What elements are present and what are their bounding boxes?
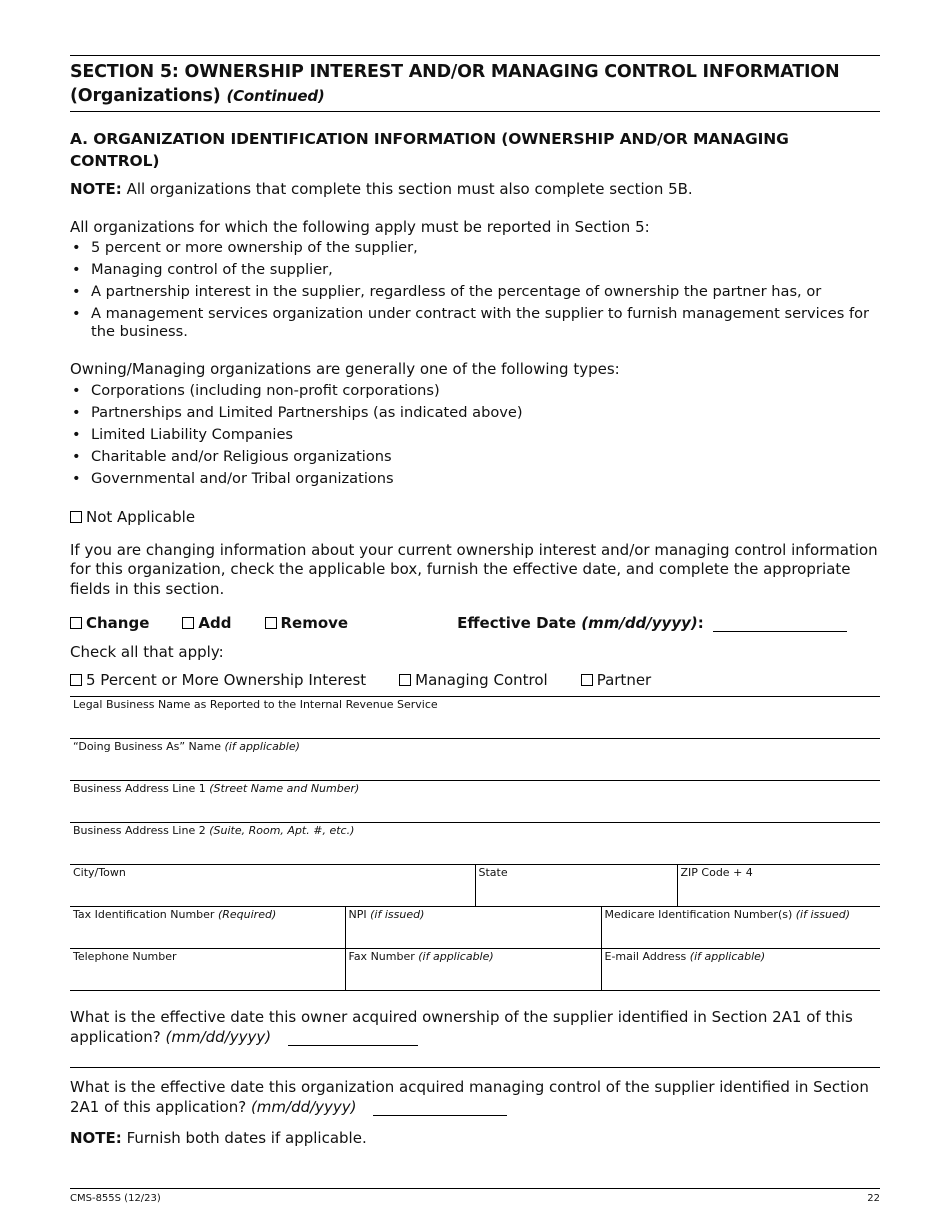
managing-label: Managing Control [415, 671, 548, 689]
zip-label: ZIP Code + 4 [680, 866, 753, 879]
types-intro: Owning/Managing organizations are generally one of the following types: [70, 360, 620, 378]
fax-field[interactable] [345, 949, 601, 991]
add-checkbox[interactable] [182, 617, 194, 629]
state-field[interactable] [475, 865, 677, 907]
list-item: • Limited Liability Companies [70, 426, 880, 444]
ownership-checkbox[interactable] [70, 674, 82, 686]
managing-date-question [70, 1078, 880, 1117]
note-text: All organizations that complete this section must also complete section 5B. [121, 180, 693, 198]
zip-field[interactable] [677, 865, 880, 907]
not-applicable-checkbox[interactable] [70, 511, 82, 523]
dba-note: (if applicable) [224, 740, 300, 753]
form-id: CMS-855S (12/23) [70, 1193, 161, 1204]
telephone-field[interactable] [70, 949, 345, 991]
ownership-type-row [70, 670, 880, 690]
section-title-orgs: (Organizations) [70, 86, 221, 106]
add-option[interactable] [182, 614, 231, 632]
effective-date-label: Effective Date [457, 614, 582, 632]
ownership-date-field[interactable] [288, 1045, 418, 1046]
npi-label: NPI [348, 908, 371, 921]
managing-checkbox[interactable] [399, 674, 411, 686]
section-title-line2 [70, 84, 880, 108]
page-number: 22 [867, 1193, 880, 1204]
address-line1-label: Business Address Line 1 [73, 782, 210, 795]
note-label: NOTE: [70, 180, 122, 198]
section-title [70, 56, 880, 108]
ownership-option[interactable] [70, 671, 366, 689]
ownership-label: 5 Percent or More Ownership Interest [86, 671, 367, 689]
org-info-table [70, 696, 880, 991]
tin-label: Tax Identification Number [73, 908, 218, 921]
not-applicable-option[interactable] [70, 508, 880, 527]
title-bottom-rule [70, 111, 880, 112]
partner-option[interactable] [581, 671, 652, 689]
change-label: Change [86, 614, 150, 632]
form-page [70, 55, 880, 1149]
subsection-a-heading: A. ORGANIZATION IDENTIFICATION INFORMATION (OWNERSHIP AND/OR MANAGING CONTROL) [70, 130, 789, 170]
types-list [70, 382, 880, 488]
effective-date [457, 614, 847, 632]
list-item: • 5 percent or more ownership of the supplier, [70, 239, 880, 257]
legal-name-label: Legal Business Name as Reported to the Internal Revenue Service [73, 698, 438, 711]
list-item: • Corporations (including non-profit corporations) [70, 382, 880, 400]
change-instructions: If you are changing information about your current ownership interest and/or managing control information for this organization, check the applicable box, furnish the effective date, and complete the appropriate fields in this section. [70, 540, 878, 598]
remove-label: Remove [280, 614, 349, 632]
change-option[interactable] [70, 614, 149, 632]
list-item: • Managing control of the supplier, [70, 261, 880, 279]
state-label: State [478, 866, 508, 879]
remove-option[interactable] [265, 614, 349, 632]
question-divider [70, 1067, 880, 1068]
fax-note: (if applicable) [418, 950, 494, 963]
list-item: • A partnership interest in the supplier, regardless of the percentage of ownership the partner has, or [70, 283, 880, 301]
partner-label: Partner [596, 671, 652, 689]
managing-option[interactable] [399, 671, 548, 689]
managing-date-field[interactable] [373, 1115, 507, 1116]
managing-date-question-text: What is the effective date this organization acquired managing control of the supplier identified in Section 2A1 of this application? [70, 1078, 869, 1116]
medicare-id-note: (if issued) [795, 908, 850, 921]
telephone-label: Telephone Number [73, 950, 177, 963]
tin-field[interactable] [70, 907, 345, 949]
final-note-label: NOTE: [70, 1129, 122, 1147]
ownership-date-question-text: What is the effective date this owner acquired ownership of the supplier identified in Section 2A1 of this application? [70, 1008, 853, 1046]
list-item: • A management services organization under contract with the supplier to furnish management services for the business. [70, 305, 880, 341]
legal-name-field[interactable] [70, 697, 880, 739]
address-line1-field[interactable] [70, 781, 880, 823]
medicare-id-label: Medicare Identification Number(s) [604, 908, 796, 921]
medicare-id-field[interactable] [601, 907, 880, 949]
list-item: • Partnerships and Limited Partnerships (as indicated above) [70, 404, 880, 422]
check-all-label: Check all that apply: [70, 643, 224, 661]
email-note: (if applicable) [689, 950, 766, 963]
note-5b [70, 180, 880, 200]
dba-field[interactable] [70, 739, 880, 781]
address-line2-label: Business Address Line 2 [73, 824, 210, 837]
managing-date-format: (mm/dd/yyyy) [250, 1097, 357, 1116]
address-line2-field[interactable] [70, 823, 880, 865]
city-field[interactable] [70, 865, 475, 907]
ownership-date-format: (mm/dd/yyyy) [165, 1027, 272, 1046]
final-note [70, 1129, 880, 1149]
apply-list [70, 239, 880, 341]
not-applicable-label: Not Applicable [86, 507, 196, 526]
address-line2-note: (Suite, Room, Apt. #, etc.) [209, 824, 355, 837]
npi-field[interactable] [345, 907, 601, 949]
partner-checkbox[interactable] [581, 674, 593, 686]
tin-note: (Required) [217, 908, 277, 921]
list-item: • Governmental and/or Tribal organizations [70, 470, 880, 488]
section-title-line1: SECTION 5: OWNERSHIP INTEREST AND/OR MANAGING CONTROL INFORMATION [70, 62, 840, 82]
list-item: • Charitable and/or Religious organizations [70, 448, 880, 466]
email-label: E-mail Address [604, 950, 690, 963]
dba-label: “Doing Business As” Name [73, 740, 225, 753]
add-label: Add [198, 614, 232, 632]
final-note-text: Furnish both dates if applicable. [121, 1129, 367, 1147]
city-label: City/Town [73, 866, 126, 879]
page-footer [70, 1188, 880, 1204]
fax-label: Fax Number [348, 950, 419, 963]
change-type-row [70, 613, 880, 633]
remove-checkbox[interactable] [265, 617, 277, 629]
apply-intro: All organizations for which the following apply must be reported in Section 5: [70, 217, 650, 236]
ownership-date-question [70, 1008, 880, 1047]
change-checkbox[interactable] [70, 617, 82, 629]
effective-date-field[interactable] [713, 631, 847, 632]
effective-date-format: (mm/dd/yyyy) [581, 614, 698, 632]
address-line1-note: (Street Name and Number) [209, 782, 360, 795]
section-title-continued: (Continued) [226, 87, 325, 105]
npi-note: (if issued) [370, 908, 425, 921]
effective-date-colon: : [697, 614, 704, 632]
email-field[interactable] [601, 949, 880, 991]
